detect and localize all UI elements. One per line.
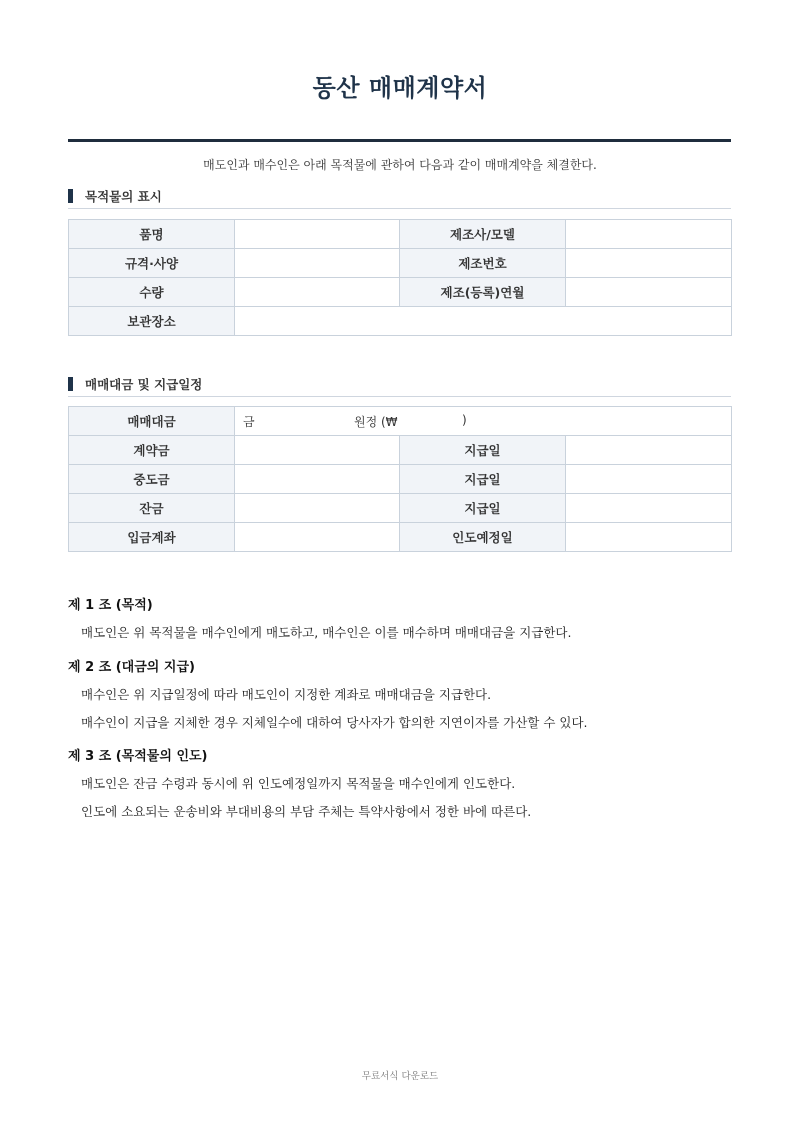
table-row xyxy=(69,249,732,278)
section-marker xyxy=(68,189,73,203)
field-location[interactable] xyxy=(235,307,732,336)
article-3-line-1: 매도인은 잔금 수령과 동시에 위 인도예정일까지 목적물을 매수인에게 인도한다. xyxy=(81,776,516,791)
title-divider xyxy=(68,139,731,142)
intro-text: 매도인과 매수인은 아래 목적물에 관하여 다음과 같이 매매계약을 체결한다. xyxy=(203,158,597,172)
article-2-line-1: 매수인은 위 지급일정에 따라 매도인이 지정한 계좌로 매매대금을 지급한다. xyxy=(81,687,492,702)
label-interim-date: 지급일 xyxy=(400,465,566,494)
field-delivery-date[interactable] xyxy=(566,523,732,552)
section-marker xyxy=(68,377,73,391)
article-1-line-1: 매도인은 위 목적물을 매수인에게 매도하고, 매수인은 이를 매수하며 매매대금을 지급한다. xyxy=(81,625,572,640)
label-delivery-date: 인도예정일 xyxy=(400,523,566,552)
table-row xyxy=(69,465,732,494)
article-2-title: 제 2 조 (대금의 지급) xyxy=(68,660,195,675)
payment-table xyxy=(68,406,732,552)
label-balance-date: 지급일 xyxy=(400,494,566,523)
field-deposit-date[interactable] xyxy=(566,436,732,465)
label-name: 품명 xyxy=(69,220,235,249)
label-balance: 잔금 xyxy=(69,494,235,523)
table-row xyxy=(69,220,732,249)
label-account: 입금계좌 xyxy=(69,523,235,552)
section-payment-heading xyxy=(68,374,731,397)
article-3-title: 제 3 조 (목적물의 인도) xyxy=(68,749,208,764)
table-row xyxy=(69,523,732,552)
label-deposit-date: 지급일 xyxy=(400,436,566,465)
price-suffix: ) xyxy=(462,413,467,427)
field-interim-date[interactable] xyxy=(566,465,732,494)
price-middle: 원정 (₩ xyxy=(354,415,398,429)
field-spec[interactable] xyxy=(235,249,400,278)
document-title: 동산 매매계약서 xyxy=(312,74,488,102)
label-deposit: 계약금 xyxy=(69,436,235,465)
section-goods-title: 목적물의 표시 xyxy=(85,189,162,204)
label-manufacture-date: 제조(등록)연월 xyxy=(400,278,566,307)
goods-table xyxy=(68,219,732,336)
label-spec: 규격·사양 xyxy=(69,249,235,278)
label-serial: 제조번호 xyxy=(400,249,566,278)
table-row xyxy=(69,494,732,523)
label-location: 보관장소 xyxy=(69,307,235,336)
field-manufacturer[interactable] xyxy=(566,220,732,249)
table-row xyxy=(69,436,732,465)
section-goods-heading xyxy=(68,186,731,209)
price-prefix: 금 xyxy=(243,415,255,429)
table-row xyxy=(69,407,732,436)
field-name[interactable] xyxy=(235,220,400,249)
article-2-line-2: 매수인이 지급을 지체한 경우 지체일수에 대하여 당사자가 합의한 지연이자를 가산할 수 있다. xyxy=(81,715,588,730)
label-interim: 중도금 xyxy=(69,465,235,494)
field-deposit[interactable] xyxy=(235,436,400,465)
article-1-title: 제 1 조 (목적) xyxy=(68,598,153,613)
field-balance-date[interactable] xyxy=(566,494,732,523)
article-3-line-2: 인도에 소요되는 운송비와 부대비용의 부담 주체는 특약사항에서 정한 바에 따른다. xyxy=(81,804,532,819)
field-interim[interactable] xyxy=(235,465,400,494)
field-account[interactable] xyxy=(235,523,400,552)
label-manufacturer: 제조사/모델 xyxy=(400,220,566,249)
label-quantity: 수량 xyxy=(69,278,235,307)
field-price[interactable] xyxy=(235,407,732,436)
field-quantity[interactable] xyxy=(235,278,400,307)
footer-text: 무료서식 다운로드 xyxy=(361,1071,439,1082)
section-payment-title: 매매대금 및 지급일정 xyxy=(85,377,203,392)
field-balance[interactable] xyxy=(235,494,400,523)
table-row xyxy=(69,307,732,336)
field-manufacture-date[interactable] xyxy=(566,278,732,307)
table-row xyxy=(69,278,732,307)
field-serial[interactable] xyxy=(566,249,732,278)
label-price: 매매대금 xyxy=(69,407,235,436)
